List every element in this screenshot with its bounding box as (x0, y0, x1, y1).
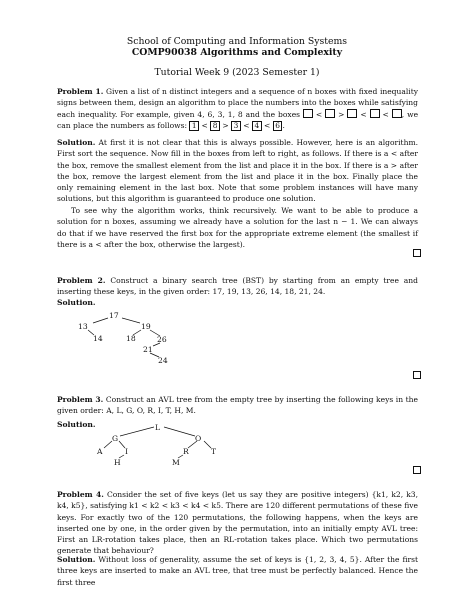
filled-box: 1 (189, 121, 199, 132)
bst-node-24: 24 (158, 356, 168, 365)
qed-box (413, 466, 421, 474)
problem4-solution (57, 554, 418, 588)
inequality-sign: > (222, 120, 229, 130)
avl-node-L: L (155, 423, 161, 432)
avl-node-A: A (97, 447, 103, 456)
problem4-statement (57, 489, 418, 557)
tutorial-title: Tutorial Week 9 (2023 Semester 1) (154, 67, 320, 78)
bst-node-14: 14 (93, 334, 103, 343)
avl-edge (204, 441, 211, 448)
bst-node-13: 13 (78, 322, 88, 331)
bst-node-18: 18 (126, 334, 136, 343)
solution-label: Solution. (57, 138, 96, 147)
problem4-label: Problem 4. (57, 490, 104, 499)
problem3-text: Construct an AVL tree from the empty tree by inserting the following keys in the given order: A, L, G, O, R, I, T, H, M. (57, 395, 419, 416)
inequality-sign: < (264, 120, 271, 130)
avl-node-G: G (112, 434, 119, 443)
problem1-filled-boxes: 1 < 8 > 3 < 4 < 6 . (189, 121, 284, 130)
inequality-sign: < (315, 109, 323, 119)
bst-node-21: 21 (143, 345, 153, 354)
avl-edge (104, 441, 112, 448)
problem1-solution-text: At first it is not clear that this is always possible. However, here is an algorithm. First sort the sequence. Now fill in the boxes from left to right, as follows. If there is a < after the box, remove the smallest element from the list and place it in the box. If there is a > after the box, remove the largest element from the list and place it in the box. Finally place the only remaining element in the last box. Note that some problem instances will have many solutions, but this algorithm is guaranteed to produce one solution. (57, 138, 418, 204)
inequality-sign: > (338, 109, 345, 119)
problem2-text: Construct a binary search tree (BST) by starting from an empty tree and inserting these keys, in the given order: 17, 19, 13, 26, 14, 18, 21, 24. (57, 276, 418, 297)
school-name: School of Computing and Information Systems (126, 36, 348, 47)
problem3-solution-label: Solution. (57, 420, 96, 429)
inequality-sign: < (360, 109, 367, 119)
filled-box: 3 (231, 121, 241, 132)
avl-node-T: T (211, 447, 217, 456)
avl-node-O: O (195, 434, 202, 443)
problem1-label: Problem 1. (57, 87, 104, 96)
filled-box: 4 (252, 121, 262, 132)
course-title: COMP90038 Algorithms and Complexity (131, 47, 343, 58)
filled-box: 8 (210, 121, 220, 132)
problem4-text: Consider the set of five keys (let us say they are positive integers) {k1, k2, k3, k4, k5}, satisfying k1 < k2 < k3 < k4 < k5. There are 120 different permutations of these five keys. For exactly two of the 120 permutations, the following happens, when the keys are inserted one by one, in the order given by the permutation, into an initially empty AVL tree: First an LR-rotation takes place, then an RL-rotation takes place. Which two permutations generate that behaviour? (57, 490, 418, 556)
bst-node-19: 19 (141, 322, 151, 331)
problem1-solution-text-2: To see why the algorithm works, think recursively. We want to be able to produce a solution for n boxes, assuming we already have a solution for the last n − 1. We can always do that if we have reserved the first box for the appropriate extreme element (the smallest if there is a < after the box, otherwise the largest). (57, 206, 418, 249)
problem3-label: Problem 3. (57, 395, 104, 404)
filled-box: 6 (273, 121, 283, 132)
inequality-sign: < (382, 109, 389, 119)
problem2-label: Problem 2. (57, 276, 106, 285)
avl-node-I: I (125, 447, 128, 456)
bst-node-17: 17 (109, 311, 119, 320)
avl-edge (120, 427, 154, 436)
problem2-solution-label: Solution. (57, 298, 96, 307)
avl-node-H: H (114, 458, 121, 467)
solution-label: Solution. (57, 555, 96, 564)
avl-edge (164, 427, 195, 436)
problem4-solution-text: Without loss of generality, assume the set of keys is {1, 2, 3, 4, 5}. After the first three keys are inserted to make an AVL tree, that tree must be perfectly balanced. Hence the first three (57, 555, 418, 587)
inequality-sign: < (201, 120, 208, 130)
problem1-text-after-boxes: , we can place the numbers as follows: (57, 109, 419, 130)
inequality-sign: < (243, 120, 250, 130)
avl-node-R: R (183, 447, 189, 456)
bst-node-26: 26 (157, 335, 167, 344)
problem1-text: Given a list of n distinct integers and a sequence of n boxes with fixed inequality signs between them, design an algorithm to place the numbers into the boxes while satisfying each inequality. For example, given 4, 6, 3, 1, 8 and the boxes (57, 87, 418, 119)
avl-node-M: M (172, 458, 180, 467)
